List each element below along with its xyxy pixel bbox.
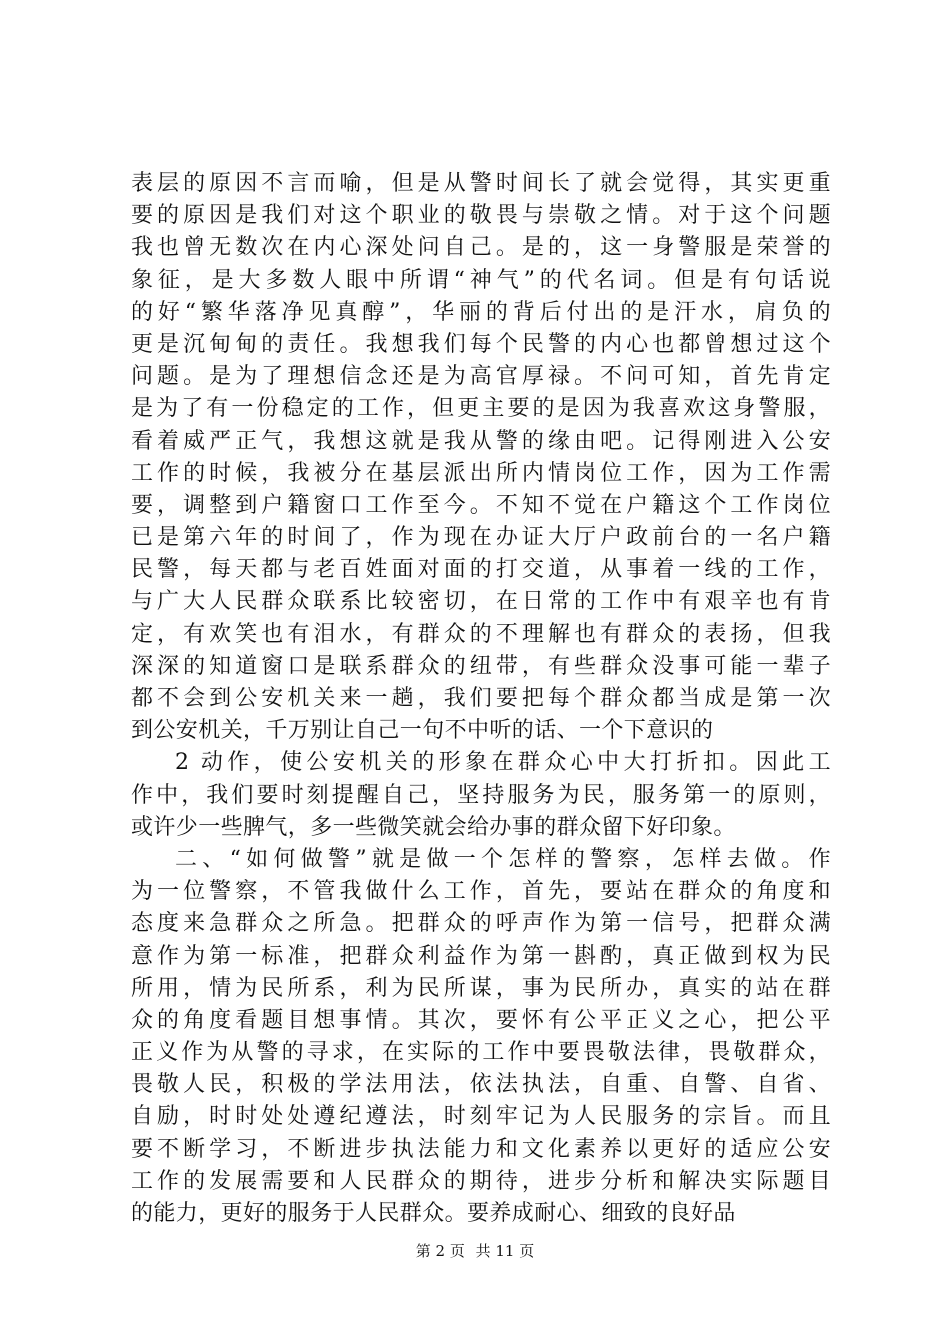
text-line: 正义作为从警的寻求，在实际的工作中要畏敬法律，畏敬群众， (131, 1040, 831, 1066)
text-line: 意作为第一标准，把群众利益作为第一斟酌，真正做到权为民 (131, 943, 831, 969)
paragraph-2 (131, 747, 831, 844)
text-line: 民警，每天都与老百姓面对面的打交道，从事着一线的工作， (131, 557, 831, 583)
paragraph-1 (131, 168, 831, 747)
text-line: 作中，我们要时刻提醒自己，坚持服务为民，服务第一的原则， (131, 782, 831, 808)
text-line: 我也曾无数次在内心深处问自己。是的，这一身警服是荣誉的 (131, 235, 831, 261)
body-text (131, 168, 831, 1230)
text-line: 工作的时候，我被分在基层派出所内情岗位工作，因为工作需 (131, 460, 831, 486)
text-line: 态度来急群众之所急。把群众的呼声作为第一信号，把群众满 (131, 911, 831, 937)
text-line: 深深的知道窗口是联系群众的纽带，有些群众没事可能一辈子 (131, 653, 831, 679)
text-line: 要的原因是我们对这个职业的敬畏与崇敬之情。对于这个问题 (131, 203, 831, 229)
text-line: 到公安机关，千万别让自己一句不中听的话、一个下意识的 (131, 718, 714, 744)
text-line: 2 动作，使公安机关的形象在群众心中大打折扣。因此工 (175, 750, 831, 776)
text-line: 与广大人民群众联系比较密切，在日常的工作中有艰辛也有肯 (131, 589, 831, 615)
text-line: 问题。是为了理想信念还是为高官厚禄。不问可知，首先肯定 (131, 364, 831, 390)
text-line: 要不断学习，不断进步执法能力和文化素养以更好的适应公安 (131, 1136, 831, 1162)
text-line: 的能力，更好的服务于人民群众。要养成耐心、细致的良好品 (131, 1201, 736, 1226)
text-line: 要，调整到户籍窗口工作至今。不知不觉在户籍这个工作岗位 (131, 492, 831, 518)
text-line: 自励，时时处处遵纪遵法，时刻牢记为人民服务的宗旨。而且 (131, 1104, 831, 1130)
text-line: 是为了有一份稳定的工作，但更主要的是因为我喜欢这身警服， (131, 396, 831, 422)
text-line: 为一位警察，不管我做什么工作，首先，要站在群众的角度和 (131, 879, 831, 905)
paragraph-3 (131, 844, 831, 1230)
text-line: 的好“繁华落净见真醇”，华丽的背后付出的是汗水，肩负的 (131, 299, 831, 325)
text-line: 或许少一些脾气，多一些微笑就会给办事的群众留下好印象。 (131, 814, 736, 840)
text-line: 更是沉甸甸的责任。我想我们每个民警的内心也都曾想过这个 (131, 331, 831, 357)
text-line: 已是第六年的时间了，作为现在办证大厅户政前台的一名户籍 (131, 525, 831, 551)
text-line: 工作的发展需要和人民群众的期待，进步分析和解决实际题目 (131, 1168, 831, 1194)
page-footer (0, 1241, 950, 1261)
text-line: 众的角度看题目想事情。其次，要怀有公平正义之心，把公平 (131, 1007, 831, 1033)
text-line: 看着威严正气，我想这就是我从警的缘由吧。记得刚进入公安 (131, 428, 831, 454)
text-line: 定，有欢笑也有泪水，有群众的不理解也有群众的表扬，但我 (131, 621, 831, 647)
text-line: 二、“如何做警”就是做一个怎样的警察，怎样去做。作 (175, 846, 831, 872)
text-line: 象征，是大多数人眼中所谓“神气”的代名词。但是有句话说 (131, 267, 831, 293)
text-line: 所用，情为民所系，利为民所谋，事为民所办，真实的站在群 (131, 975, 831, 1001)
page-number-current: 第 2 页 (415, 1242, 465, 1260)
text-line: 畏敬人民，积极的学法用法，依法执法，自重、自警、自省、 (131, 1072, 831, 1098)
text-line: 表层的原因不言而喻，但是从警时间长了就会觉得，其实更重 (131, 171, 831, 196)
page-number-total: 共 11 页 (475, 1242, 535, 1260)
text-line: 都不会到公安机关来一趟，我们要把每个群众都当成是第一次 (131, 686, 831, 711)
